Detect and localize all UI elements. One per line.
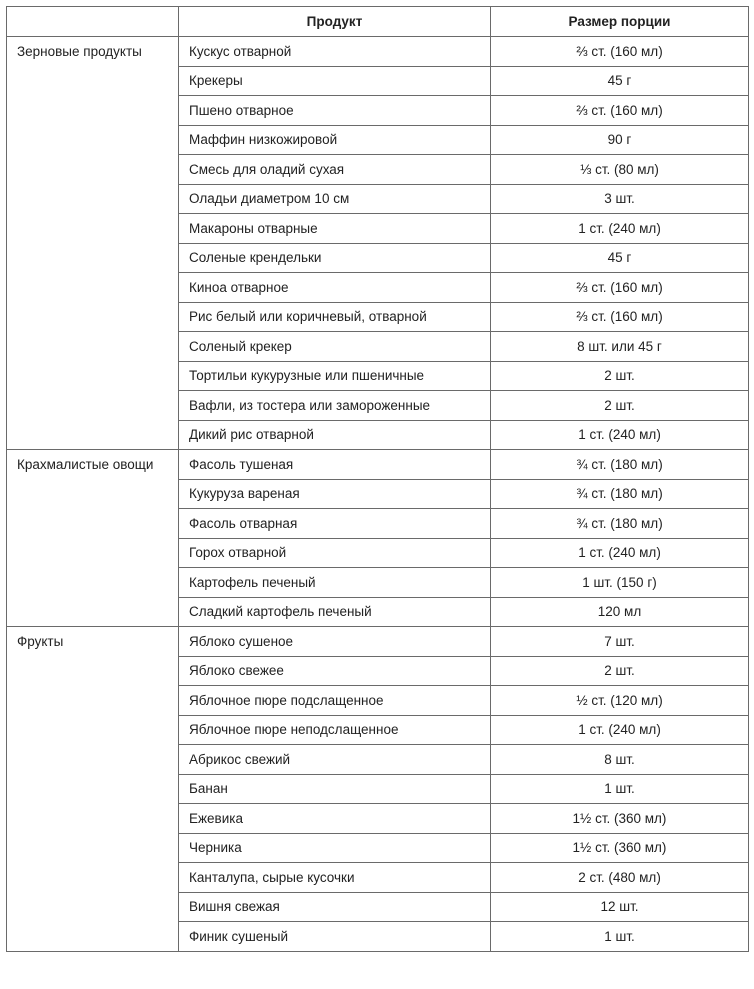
category-cell: Зерновые продукты bbox=[7, 37, 179, 450]
serving-size-cell: 1 ст. (240 мл) bbox=[491, 538, 749, 568]
product-cell: Абрикос свежий bbox=[179, 745, 491, 775]
product-cell: Крекеры bbox=[179, 66, 491, 96]
header-category bbox=[7, 7, 179, 37]
product-cell: Киноа отварное bbox=[179, 273, 491, 303]
product-cell: Дикий рис отварной bbox=[179, 420, 491, 450]
table-body bbox=[7, 37, 749, 952]
serving-size-cell: ¾ ст. (180 мл) bbox=[491, 450, 749, 480]
serving-size-cell: 2 ст. (480 мл) bbox=[491, 863, 749, 893]
serving-size-cell: 1½ ст. (360 мл) bbox=[491, 833, 749, 863]
serving-size-cell: ½ ст. (120 мл) bbox=[491, 686, 749, 716]
product-cell: Ежевика bbox=[179, 804, 491, 834]
product-cell: Финик сушеный bbox=[179, 922, 491, 952]
product-cell: Кукуруза вареная bbox=[179, 479, 491, 509]
serving-size-cell: 2 шт. bbox=[491, 656, 749, 686]
product-cell: Картофель печеный bbox=[179, 568, 491, 598]
product-cell: Пшено отварное bbox=[179, 96, 491, 126]
product-cell: Смесь для оладий сухая bbox=[179, 155, 491, 185]
product-cell: Сладкий картофель печеный bbox=[179, 597, 491, 627]
product-cell: Яблоко сушеное bbox=[179, 627, 491, 657]
serving-size-cell: ⅔ ст. (160 мл) bbox=[491, 96, 749, 126]
category-cell: Фрукты bbox=[7, 627, 179, 952]
serving-size-cell: 2 шт. bbox=[491, 391, 749, 421]
table-row bbox=[7, 450, 749, 480]
product-cell: Рис белый или коричневый, отварной bbox=[179, 302, 491, 332]
serving-size-cell: 120 мл bbox=[491, 597, 749, 627]
serving-size-cell: ¾ ст. (180 мл) bbox=[491, 479, 749, 509]
product-cell: Тортильи кукурузные или пшеничные bbox=[179, 361, 491, 391]
serving-size-cell: 8 шт. bbox=[491, 745, 749, 775]
product-cell: Яблоко свежее bbox=[179, 656, 491, 686]
serving-size-cell: ⅔ ст. (160 мл) bbox=[491, 273, 749, 303]
serving-size-cell: 1 шт. bbox=[491, 774, 749, 804]
product-cell: Оладьи диаметром 10 см bbox=[179, 184, 491, 214]
product-cell: Вишня свежая bbox=[179, 892, 491, 922]
serving-size-cell: 45 г bbox=[491, 243, 749, 273]
table-row bbox=[7, 627, 749, 657]
serving-size-cell: ⅔ ст. (160 мл) bbox=[491, 302, 749, 332]
product-cell: Кускус отварной bbox=[179, 37, 491, 67]
serving-size-cell: 7 шт. bbox=[491, 627, 749, 657]
serving-size-cell: 1 ст. (240 мл) bbox=[491, 420, 749, 450]
serving-size-cell: 2 шт. bbox=[491, 361, 749, 391]
product-cell: Черника bbox=[179, 833, 491, 863]
serving-size-table bbox=[6, 6, 749, 952]
serving-size-cell: 8 шт. или 45 г bbox=[491, 332, 749, 362]
serving-size-cell: ¾ ст. (180 мл) bbox=[491, 509, 749, 539]
serving-size-cell: 12 шт. bbox=[491, 892, 749, 922]
header-product: Продукт bbox=[179, 7, 491, 37]
header-row bbox=[7, 7, 749, 37]
category-cell: Крахмалистые овощи bbox=[7, 450, 179, 627]
product-cell: Банан bbox=[179, 774, 491, 804]
product-cell: Фасоль тушеная bbox=[179, 450, 491, 480]
serving-size-cell: 1½ ст. (360 мл) bbox=[491, 804, 749, 834]
serving-size-cell: ⅓ ст. (80 мл) bbox=[491, 155, 749, 185]
header-serving-size: Размер порции bbox=[491, 7, 749, 37]
serving-size-cell: 1 шт. (150 г) bbox=[491, 568, 749, 598]
serving-size-cell: 1 шт. bbox=[491, 922, 749, 952]
product-cell: Канталупа, сырые кусочки bbox=[179, 863, 491, 893]
serving-size-cell: 1 ст. (240 мл) bbox=[491, 715, 749, 745]
product-cell: Яблочное пюре неподслащенное bbox=[179, 715, 491, 745]
serving-size-cell: 1 ст. (240 мл) bbox=[491, 214, 749, 244]
product-cell: Фасоль отварная bbox=[179, 509, 491, 539]
serving-size-cell: 45 г bbox=[491, 66, 749, 96]
product-cell: Яблочное пюре подслащенное bbox=[179, 686, 491, 716]
product-cell: Вафли, из тостера или замороженные bbox=[179, 391, 491, 421]
product-cell: Соленый крекер bbox=[179, 332, 491, 362]
product-cell: Соленые крендельки bbox=[179, 243, 491, 273]
product-cell: Горох отварной bbox=[179, 538, 491, 568]
product-cell: Маффин низкожировой bbox=[179, 125, 491, 155]
serving-size-cell: 90 г bbox=[491, 125, 749, 155]
product-cell: Макароны отварные bbox=[179, 214, 491, 244]
serving-size-cell: 3 шт. bbox=[491, 184, 749, 214]
serving-size-cell: ⅔ ст. (160 мл) bbox=[491, 37, 749, 67]
table-row bbox=[7, 37, 749, 67]
